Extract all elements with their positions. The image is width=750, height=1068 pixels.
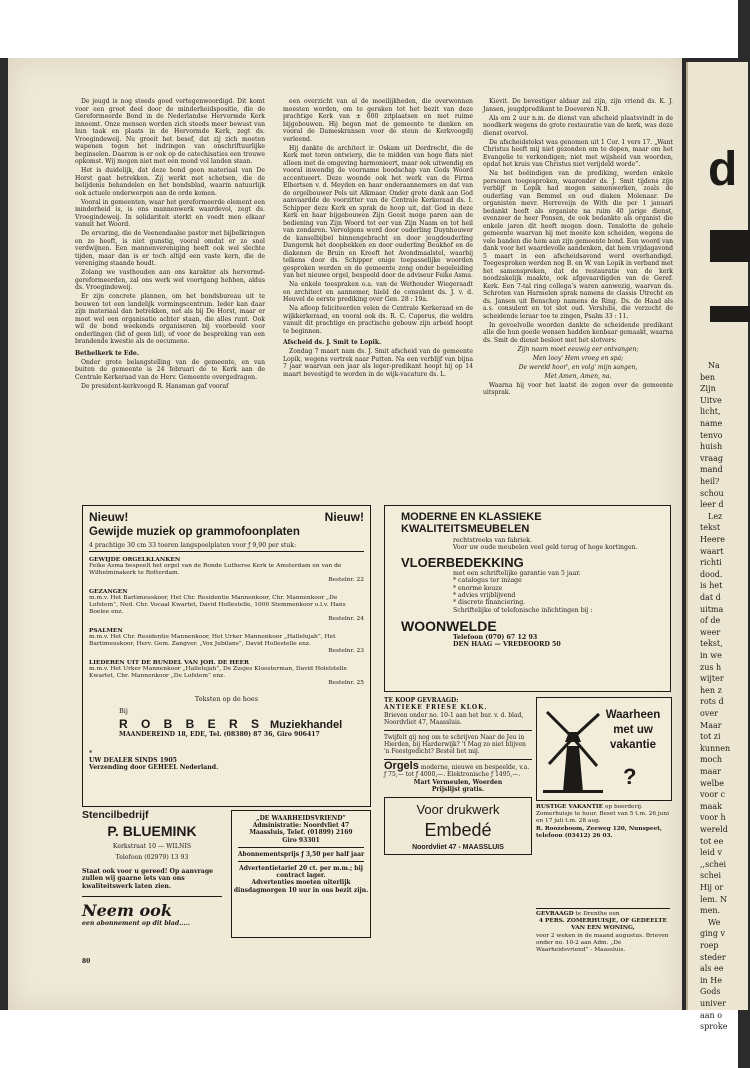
classified-title: GEVRAAGD <box>536 911 574 917</box>
facing-page-text-line: heil? <box>700 477 720 486</box>
record-title: LIEDEREN UIT DE BUNDEL VAN JOH. DE HEER <box>89 659 249 666</box>
facing-page-text-line: roep <box>700 941 719 950</box>
paragraph: Hij dankte de architect ir. Oskam uit Dordrecht, die de Kerk met toren ontwierp, die te midden van hoge flats niet alleen met de omgeving harmonieert, maar ook uitwendig en vooral inwendig de voorname boodschap van Gods Woord accentueert. Deze woonde ook het werk van de Firma Elbertsen v. d. Meyden en haar onderaannemers en dat van de orgelbouwer Pels uit Alkmaar. Onder grote dank aan God aanvaardde de voorzitter van de Centrale Kerkeraad ds. I. Schipper deze Kerk en sprak de hoop uit, dat God in deze Kerk en haar bijgebouwen Zijn Geest moge paren aan de bediening van Zijn Woord tot eer van Zijn Naam en tot heil van zondaren. Vervolgens werd door ouderling Duynhouwer de kanselbijbel binnengebracht en door jeugdouderling Dangernk het doopbekken en door ouderling Beukhof en de diakenen de Bruin en Kreeft het Avondmaalstel, waarbij telkens door ds. Schipper enige toepasselijke woorden gesproken werden en de gemeente zong onder begeleiding van het nieuwe orgel, bespeeld door de adviseur Feike Asma. <box>283 144 473 279</box>
facing-page-text-line: kunnen <box>700 743 731 753</box>
facing-page-text-line: huish <box>700 442 723 452</box>
facing-page-text-line: waart <box>700 546 724 556</box>
vakantie-line: Waarheen <box>605 709 661 721</box>
facing-page-text-line: richti <box>700 558 722 568</box>
ad-bluemink <box>82 809 222 927</box>
orgels-seller: Mart Vermeulen, Woerden <box>413 778 503 786</box>
facing-page-text-line: in we <box>700 651 722 660</box>
paragraph: Het is duidelijk, dat deze bond geen materiaal van De Horst gaat betrekken. Zij werkt met schetsen, die de belijdenis behandelen en het bondsblad, waarin natuurlijk ook actuele onderwerpen aan de orde komen. <box>75 167 265 197</box>
shipping-text: Verzending door GEHEEL Nederland. <box>89 764 219 771</box>
facing-page-text-line: is het <box>700 581 723 591</box>
ad-note: Teksten op de hoes <box>194 695 259 703</box>
feature-line: * discrete financiering. <box>453 599 526 607</box>
facing-page-text-line: Lez <box>708 511 723 521</box>
facing-page-heading-block <box>710 306 750 322</box>
facing-page-text-line: voor h <box>700 813 726 823</box>
facing-page-text-line: moch <box>700 755 723 765</box>
ad-line: Voor uw oude meubelen veel geld terug of hoge kortingen. <box>453 544 638 552</box>
ad-headline: MODERNE EN KLASSIEKE KWALITEITSMEUBELEN <box>401 511 542 535</box>
facing-page-text-line: in He <box>700 975 722 985</box>
paragraph: Vooral in gemeenten, waar het gereformeerde element een minderheid is, is ons mannenwerk waardevol, zegt ds. Vroegindeweij. In solidariteit sterkt en voedt men elkaar vanuit het Woord. <box>75 198 265 228</box>
facing-page-text-line: welbe <box>700 778 724 788</box>
subscribe-text: een abonnement op dit blad..... <box>82 920 190 928</box>
classified-poem: Twijfelt gij nog om te schrijven Naar de Jeu in Hierden, bij Harderwijk? 't Mag zo niet blijven 'n Feestgedicht? Bestel het mij. <box>384 733 526 756</box>
ad-bij: Bij <box>119 707 128 715</box>
admin-giro: Giro 93301 <box>282 836 320 844</box>
divider <box>238 847 364 848</box>
paragraph: De afscheidstekst was genomen uit 1 Cor. 1 vers 17. „Want Christus heeft mij niet gezonden om te dopen, maar om het Evangelie te verkondigen; niet met wijsheid van woorden, opdat het kruis van Christus niet verijdeld worde”. <box>483 138 673 168</box>
paragraph: Waarna hij voor het laatst de zegen over de gemeente uitsprak. <box>483 381 673 396</box>
publication-title: „DE WAARHEIDSVRIEND” <box>256 815 346 822</box>
verse-line: De wereld hoor', en volg' mijn sangen, <box>518 363 638 371</box>
facing-page-text-line: maar <box>700 767 721 776</box>
paragraph: In gevoelvolle woorden dankte de scheidende predikant alle die hun goede wensen hadden kenbaar gemaakt, waarna ds. Smit de dienst besloot met het slotvers: <box>483 321 673 344</box>
ad-woonwelde <box>384 505 671 692</box>
facing-page-text-line: name <box>700 419 723 428</box>
feature-line: * catalogus ter inzage <box>453 577 522 585</box>
paragraph: De ervaring, die de Veenendaalse pastor met bijbelkringen en zo heeft, is niet gunstig, vooral omdat er zo snel verdwijnen. Een mannenvereniging heeft ook wel slechte tijden, maar dan is er toch altijd een vaste kern, die de vereniging staande houdt. <box>75 230 265 267</box>
record-title: PSALMEN <box>89 627 123 634</box>
facing-page-text-line: schou <box>700 488 724 498</box>
ad-company-type: Stencilbedrijf <box>82 809 149 821</box>
facing-page-text-line: vraag <box>700 453 724 463</box>
page-number: 80 <box>82 958 91 965</box>
facing-page-text-line: leer d <box>700 500 724 510</box>
paragraph: De jeugd is nog steeds goed vertegenwoordigd. Dit komt voor een groot deel door de minderheidspositie, die de Gereformeerde Bond in de Nederlandse Hervormde Kerk inneemt. Onze mensen worden zich steeds meer bewust van hun taak en plaats in de Hervormde Kerk, zegt ds. Vroegindeweij. Nu groeit het besef, dat zij zich moeten wapenen tegen het indringen van onschriftuurlijke beginselen. Daarom is er ook op de catechisaties een trouwe opkomst. Wij mogen niet met een mond vol landen staan. <box>75 98 265 165</box>
facing-page-text-line: sproke <box>700 1022 728 1032</box>
ad-vakantie <box>536 697 672 801</box>
facing-page-text-line: Uitve <box>700 395 722 405</box>
feature-line: * enorme keuze <box>453 584 503 592</box>
facing-page-text-line: rots d <box>700 697 724 707</box>
subscribe-headline: Neem ook <box>82 901 172 921</box>
classified-item-name: ANTIEKE FRIESE KLOK. <box>384 704 488 712</box>
dealer-since: * UW DEALER SINDS 1905 Verzending door GEHEEL Nederland. <box>83 750 370 771</box>
section-heading: Afscheid ds. J. Smit te Lopik. <box>283 339 382 346</box>
facing-page-text-line: Heere <box>700 535 726 544</box>
facing-page-text-line: univer <box>700 999 726 1008</box>
ad-tag-right: Nieuw! <box>324 510 364 524</box>
brand-phone: Telefoon (070) 67 12 93 <box>453 634 538 642</box>
classified-item <box>384 697 532 727</box>
store-type: Muziekhandel <box>270 719 343 731</box>
orgels-price-list: Prijslijst gratis. <box>431 786 485 794</box>
ad-embede <box>384 797 532 855</box>
facing-page-text-line: uitma <box>700 604 724 614</box>
paragraph: Als om 2 uur n.m. de dienst van afscheid plaatsvindt in de noodkerk wegens de grote restauratie van de kerk, was deze dienst overvol. <box>483 114 673 137</box>
facing-page-text-line: We <box>708 917 721 927</box>
publisher-info-box <box>231 810 371 938</box>
facing-page-text-line: leid v <box>700 848 723 858</box>
paragraph: Na afloop feliciteerden velen de Centrale Kerkeraad en de wijkkerkeraad, en vooral ook ds. R. C. Cuperus, die weldra vanuit dit prachtige en practische gebouw zijn arbeid hoopt te beginnen. <box>283 305 473 335</box>
ad-headline: Gewijde muziek op grammofoonplaten <box>89 526 300 538</box>
facing-page-text-line: Gods <box>700 987 721 997</box>
classified-body: voor 2 weken in de maand augustus. Brieven onder no. 10-2 aan Adm. „De Waarheidsvriend” - Maassluis. <box>536 932 669 954</box>
facing-page-text-line: ,,schei <box>700 859 727 869</box>
paragraph: Er zijn concrete plannen, om het bondsbureau uit te bouwen tot een landelijk vormingscentrum. Ieder kan daar zijn materiaal dan betrekken, net als bij De Horst, maar er moet wel een organisatie achter staan, die alles runt. Ook wil de bond weekends organiseren bij voorbeeld voor onderlingen (lid of geen lid), of voor de bespreking van een brandende kwestie als de oecumene. <box>75 293 265 345</box>
brand-address: DEN HAAG — VREDEOORD 50 <box>453 641 561 649</box>
ad-phone: Telefoon (02979) 13 93 <box>115 854 189 862</box>
classified-body: Brieven onder no. 10-1 aan het bur. v. d. blad, Noordvliet 47, Maassluis. <box>384 711 524 727</box>
facing-page-text-line: ben <box>700 372 716 382</box>
facing-page-text-line: tot zi <box>700 732 721 742</box>
embede-tagline: Voor drukwerk <box>416 802 500 818</box>
store-name: R O B B E R S <box>119 717 265 731</box>
ad-intro: 4 prachtige 30 cm 33 toeren langspeelplaten voor ƒ 9,90 per stuk: <box>89 540 364 552</box>
classified-headline: 4 PERS. ZOMERHUISJE, OF GEDEELTE VAN EEN WONING, <box>539 918 667 932</box>
record-order-number: Bestelnr. 22 <box>328 577 364 583</box>
record-item <box>83 556 370 584</box>
paragraph: Kievit. De bevestiger aldaar zal zijn, zijn vriend ds. K. J. Jansen, jeugdpredikant te Doeveren N.B. <box>483 98 673 113</box>
classified-subtitle: te Drenthe een <box>573 911 620 917</box>
record-body: m.m.v. Het Bartimeuskoor, Het Chr. Residentie Mannenkoor, Chr. Mannenkoor „De Lofstem”, Ned. Chr. Vocaal Kwartet, David Hollestelle, 1000 Stemmenkoor o.l.v. Hans Boelee enz. <box>89 595 346 615</box>
record-title: GEZANGEN <box>89 588 128 595</box>
vakantie-line: met uw <box>613 724 653 736</box>
ad-line: rechtstreeks van fabriek. <box>453 537 532 544</box>
ad-robbers-muziekhandel <box>82 505 371 807</box>
facing-page-text-line: ging v <box>700 929 726 939</box>
orgels-body: moderne, nieuwe en bespeelde, v.a. ƒ 75,— tot ƒ 4000,—. Elektronische ƒ 1495,—. <box>384 763 530 779</box>
facing-page-text-line: tekst, <box>700 639 723 649</box>
record-body: Feike Asma bespeelt het orgel van de Ronde Lutherse Kerk te Amsterdam en van de Wilhelminakerk te Rotterdam. <box>89 563 342 576</box>
classified-contact: R. Roozeboom, Zeeweg 120, Nunspeet, telefoon (03412) 26 03. <box>536 825 662 839</box>
facing-page-text-line: Maar <box>700 720 722 730</box>
ad-body: Staat ook voor u gereed! Op aanvrage zullen wij gaarne iets van ons kwaliteitswerk laten zien. <box>82 867 214 890</box>
facing-page-text-line: Hij or <box>700 883 724 892</box>
classified-orgels <box>384 759 532 794</box>
paragraph: Zondag 7 maart nam ds. J. Smit afscheid van de gemeente Lopik, wegens vertrek naar Putten. Na een verblijf van bijna 7 jaar waarvan een jaar als leger-predikant hoopt hij op 14 maart bevestigd te worden in de wijk-vacature ds. L. <box>283 348 473 378</box>
record-body: m.m.v. Het Urker Mannenkoor „Hallelujah”, De Zusjes Kloosterman, David Holelstelle Kwartet, Chr. Mannenkoor „De Lofstem” enz. <box>89 666 348 679</box>
facing-page-text-line: hen z <box>700 685 722 695</box>
brand-name: WOONWELDE <box>401 618 497 635</box>
record-title: GEWIJDE ORGELKLANKEN <box>89 556 181 563</box>
ad-company-name: P. BLUEMINK <box>107 823 197 839</box>
question-mark: ? <box>623 764 637 789</box>
facing-page-text-line: schei <box>700 871 722 881</box>
record-order-number: Bestelnr. 24 <box>328 616 364 622</box>
ad-deadline: Advertenties moeten uiterlijk dinsdagmorgen 10 uur in ons bezit zijn. <box>233 879 369 894</box>
windmill-icon <box>543 706 603 796</box>
paragraph: Na het beëindigen van de prediking, werden enkele personen toegesproken, waaronder ds. J. Smit tijdens zijn verblijf in Lopik had mogen samenwerken, zoals de ouderling van Bemmel en oud diaken Molenaar. De organisten mevr. Herreveijn de With die per 1 januari bedankt heeft als organiste na ruim 40 jarige dienst, evenzeer de heer Ponsen, de ook bedankte als organist die enkele jaren dit heeft mogen doen. Tenslotte de gehele gemeente waarvan hij met moeite kon scheiden, wegens de vele banden die hem aan zijn gemeente bond. Een woord van dank voor het waardevolle aandenken, dat hem vrijdagavond 5 maart in een afscheidsavond werd overhandigd. Toegesproken werden nog B. en W. van Lopik in verband met het samenspreken, dat de restauratie van de kerk noodzakelijk maakte, ook afgevaardigden van de Geref. Kerk. Een 7-tal ring collega’s waren aanwezig, waarvan ds. Schroten van Harmelen sprak namens de classis Utrecht en ds. Jansen uit Benschop namens de Ring. Ds. de Haad als a.s. consulent en tot slot oud. Verslulis, die verzocht de scheidende leraar toe te zingen, Psalm 33 : 11. <box>483 170 673 320</box>
facing-page-text-line: Na <box>708 361 720 370</box>
facing-page-text-line: dat d <box>700 593 721 602</box>
facing-page-text-line: tenvo <box>700 430 723 440</box>
ad-tag-left: Nieuw! <box>89 510 129 524</box>
verse-line: Zijn naam moet eeuwig eer ontvangen; <box>517 345 639 353</box>
divider <box>238 861 364 862</box>
classified-title: TE KOOP GEVRAAGD: <box>384 697 459 704</box>
feature-line: met een schriftelijke garantie van 5 jaar. <box>453 569 581 577</box>
facing-page-text-line: als ee <box>700 964 724 974</box>
article-column-2 <box>283 98 473 380</box>
verse-line: Met Amen, Amen, na. <box>544 372 612 380</box>
feature-line: Schriftelijke of telefonische inlichtingen bij : <box>453 606 593 614</box>
facing-page-text-line: mand <box>700 465 723 475</box>
facing-page-text-line: lem. N <box>700 894 727 904</box>
vakantie-title <box>597 708 669 753</box>
classified-body: op boerderij. Zomerhuisje te huur. Beset van 5 t.m. 26 juni en 17 juli t.m. 28 aug. <box>536 804 670 825</box>
ad-rate: Advertentietarief 20 ct. per m.m.; bij contract lager. <box>239 865 363 880</box>
facing-page-text-line: steder <box>700 952 726 962</box>
facing-page-edge <box>686 62 748 1032</box>
facing-page-text-line: wereld <box>700 825 728 834</box>
paragraph: een overzicht van al de moeilijkheden, die overwonnen moesten worden, om te geraken tot het bezit van deze prachtige Kerk van ± 600 zitplaatsen en met ruime bijgebouwen. Hij begon met de gemeente te danken en vooral de Dameskransen voor de steun de Kerkvoogdij verleend. <box>283 98 473 143</box>
facing-page-text-line: tekst <box>700 523 721 533</box>
facing-page-text-line: dood. <box>700 569 723 579</box>
store-address: MAANDEREIND 18, EDE, Tel. (08380) 87 36, Giro 906417 <box>119 731 320 738</box>
paragraph: Zolang we vasthouden aan ons karakter als hervormd-gereformeerden, zal ons werk wel voortgang hebben, aldus ds. Vroegindeweij. <box>75 269 265 291</box>
facing-page-text-line: over <box>700 709 718 718</box>
record-order-number: Bestelnr. 25 <box>328 680 364 686</box>
facing-page-text-line: wijter <box>700 674 724 684</box>
paragraph: De president-kerkvoogd R. Hansman gaf vooraf <box>81 382 229 390</box>
divider <box>82 896 222 897</box>
facing-page-text-line: maak <box>700 801 722 811</box>
facing-page-text-line: aan o <box>700 1010 723 1020</box>
classifieds-column <box>384 697 532 984</box>
record-item <box>83 659 370 687</box>
record-item <box>83 588 370 623</box>
facing-page-big-letter: d <box>708 143 738 196</box>
facing-page-text-line: men. <box>700 906 721 916</box>
admin-phone: Maassluis, Telef. (01899) 2169 <box>249 829 353 837</box>
facing-page-text-line: tot ee <box>700 836 724 846</box>
scan-margin-top <box>0 0 738 58</box>
record-body: m.m.v. Het Chr. Residentie Mannenkoor, Het Urker Mannenkoor „Hallelujah”, Het Bartimeuskoor, Herv. Gem. Zangver. „Vox Jubilans”, David Hollestelle enz. <box>89 634 336 647</box>
subscription-price: Abonnementsprijs ƒ 3,50 per half jaar <box>237 850 365 858</box>
store-brand <box>83 717 370 731</box>
classified-title: RUSTIGE VAKANTIE <box>536 804 604 810</box>
facing-page-text-line: Zijn <box>700 384 716 394</box>
vakantie-line: vakantie <box>609 739 657 751</box>
facing-page-text-line: of de <box>700 616 721 626</box>
divider <box>384 730 532 731</box>
facing-page-text-line: weer <box>700 627 721 637</box>
orgels-heading: Orgels <box>384 759 419 772</box>
admin-address: Administratie: Noordvliet 47 <box>252 822 350 830</box>
ad-subheading: VLOERBEDEKKING <box>401 554 524 570</box>
paragraph: Onder grote belangstelling van de gemeente, en van buiten de gemeente is 24 februari de te Kerk aan de Centrale Kerkeraad van de Herv. Gemeente overgedragen. <box>75 358 265 381</box>
classified-gevraagd <box>536 908 670 954</box>
embede-name: Embedé <box>424 820 492 841</box>
dealer-text: UW DEALER SINDS 1905 <box>89 757 177 764</box>
paragraph: Na enkele toespraken o.a. van de Wethouder Wiegeraadt en architect en aannemer, hield de consulent ds. J. v. d. Heuvel de eerste prediking over Gen. 28 : 19a. <box>283 281 473 303</box>
embede-address: Noordvliet 47 - MAASSLUIS <box>412 844 504 852</box>
record-order-number: Bestelnr. 23 <box>328 648 364 654</box>
section-heading: Bethelkerk te Ede. <box>75 349 139 357</box>
facing-page-rule <box>710 257 750 259</box>
facing-page-text-line: licht, <box>700 407 721 417</box>
ad-address: Kerkstraat 10 — WILNIS <box>112 843 192 850</box>
feature-line: * advies vrijblijvend <box>453 592 516 600</box>
article-column-3 <box>483 98 673 398</box>
classified-rustige-vakantie <box>536 804 670 840</box>
verse-line: Men looy' Hem vroeg en spá; <box>532 354 624 362</box>
article-column-1 <box>75 98 265 392</box>
record-item <box>83 627 370 655</box>
facing-page-text-line: zus h <box>700 662 722 672</box>
facing-page-text-line: voor c <box>700 790 725 800</box>
scan-margin-bottom <box>0 1010 738 1068</box>
